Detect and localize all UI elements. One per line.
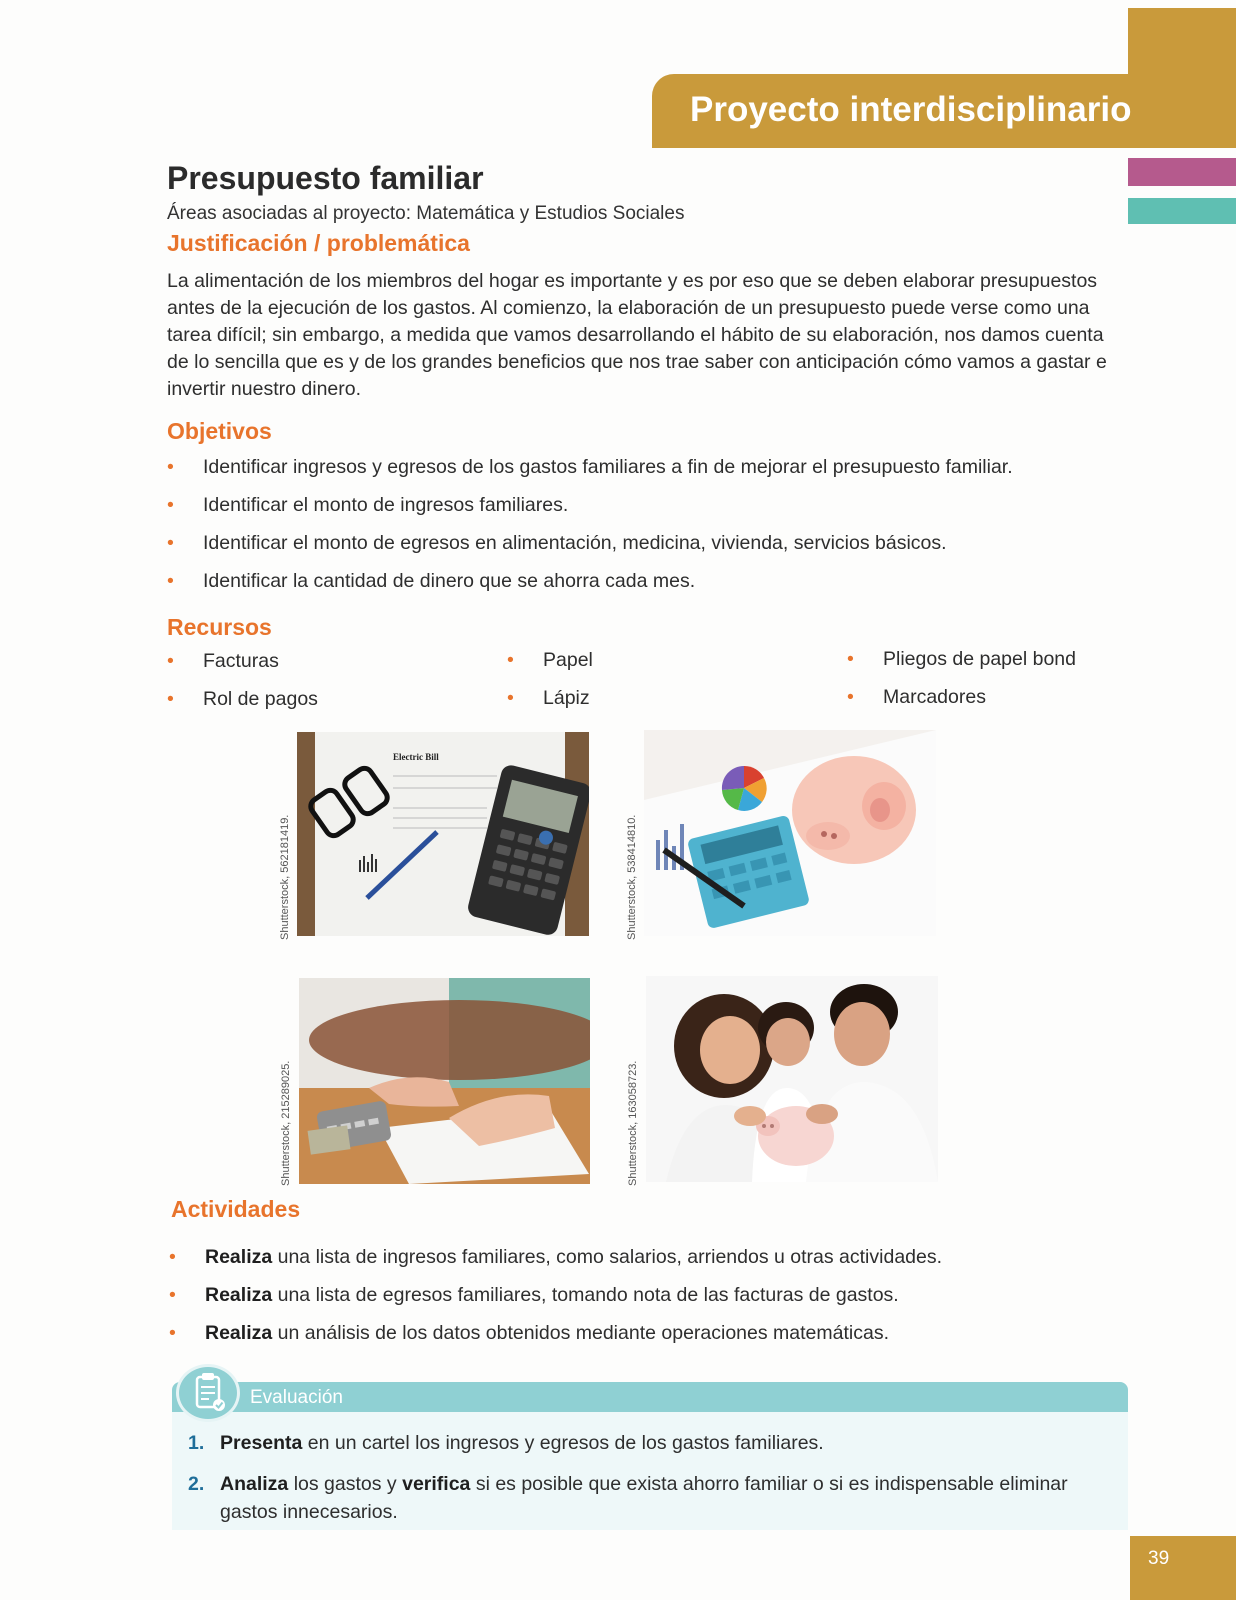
photo-credit: Shutterstock, 215289025.: [280, 1060, 292, 1186]
photo-family-piggy: [646, 976, 938, 1182]
photo-credit: Shutterstock, 538414810.: [626, 814, 638, 940]
photo-hand-writing: [299, 978, 590, 1184]
bullet-icon: •: [167, 494, 174, 516]
banner-title: Proyecto interdisciplinario: [690, 90, 1132, 129]
justificacion-heading: Justificación / problemática: [167, 230, 470, 256]
bill-calculator-illustration: [297, 732, 589, 936]
list-item: • Marcadores: [847, 686, 986, 708]
bullet-icon: •: [167, 532, 174, 554]
evaluacion-heading: Evaluación: [250, 1387, 343, 1408]
side-stripe-pink: [1128, 158, 1236, 186]
list-item: • Identificar la cantidad de dinero que se ahorra cada mes.: [167, 570, 696, 592]
list-item: • Realiza una lista de ingresos familiares, como salarios, arriendos u otras actividades.: [169, 1246, 943, 1268]
hand-writing-illustration: [299, 978, 590, 1184]
bullet-icon: •: [847, 686, 854, 708]
side-stripe-teal: [1128, 198, 1236, 224]
bullet-icon: •: [847, 648, 854, 670]
list-item: • Rol de pagos: [167, 688, 318, 710]
bullet-icon: •: [167, 650, 174, 672]
justificacion-text: La alimentación de los miembros del hogar es importante y es por eso que se deben elaborar presupuestos antes de la ejecución de los gastos. Al comienzo, la elaboración de un presupuesto puede verse como una tarea difícil; sin embargo, a medida que vamos desarrollando el hábito de su elaboración, nos damos cuenta de lo sencilla que es y de los grandes beneficios que nos trae saber con anticipación cómo vamos a gastar e invertir nuestro dinero.: [167, 270, 1107, 400]
piggy-calculator-illustration: [644, 730, 936, 936]
clipboard-check-icon: [176, 1364, 240, 1422]
bullet-icon: •: [169, 1246, 176, 1268]
list-item: • Lápiz: [507, 687, 590, 709]
page-title: Presupuesto familiar: [167, 160, 484, 196]
list-item: • Facturas: [167, 650, 279, 672]
family-piggy-illustration: [646, 976, 938, 1182]
list-item: • Identificar el monto de egresos en alimentación, medicina, vivienda, servicios básicos.: [167, 532, 947, 554]
bullet-icon: •: [167, 688, 174, 710]
photo-piggy-calculator: [644, 730, 936, 936]
bullet-icon: •: [169, 1322, 176, 1344]
bullet-icon: •: [167, 456, 174, 478]
list-item: • Realiza un análisis de los datos obtenidos mediante operaciones matemáticas.: [169, 1322, 889, 1344]
list-item: • Papel: [507, 649, 593, 671]
recursos-heading: Recursos: [167, 614, 272, 640]
bullet-icon: •: [169, 1284, 176, 1306]
photo-bill-calculator: [297, 732, 589, 936]
associated-areas: Áreas asociadas al proyecto: Matemática y Estudios Sociales: [167, 203, 685, 224]
bullet-icon: •: [507, 649, 514, 671]
actividades-heading: Actividades: [171, 1196, 301, 1222]
list-item: • Pliegos de papel bond: [847, 648, 1076, 670]
photo-credit: Shutterstock, 163058723.: [627, 1060, 639, 1186]
evaluacion-item: 2. Analiza los gastos y verifica si es posible que exista ahorro familiar o si es indispensable eliminar gastos innecesarios.: [188, 1473, 1068, 1523]
svg-text:Electric Bill: Electric Bill: [393, 752, 439, 762]
list-item: • Realiza una lista de egresos familiares, tomando nota de las facturas de gastos.: [169, 1284, 899, 1306]
corner-tab: [1128, 8, 1236, 74]
page-number: 39: [1148, 1548, 1170, 1569]
photo-credit: Shutterstock, 562181419.: [279, 814, 291, 940]
page-number-tab: [1130, 1536, 1236, 1600]
objetivos-heading: Objetivos: [167, 418, 272, 444]
list-item: • Identificar el monto de ingresos familiares.: [167, 494, 569, 516]
list-item: • Identificar ingresos y egresos de los gastos familiares a fin de mejorar el presupuesto familiar.: [167, 456, 1013, 478]
bullet-icon: •: [167, 570, 174, 592]
evaluacion-item: 1. Presenta en un cartel los ingresos y egresos de los gastos familiares.: [188, 1432, 824, 1454]
bullet-icon: •: [507, 687, 514, 709]
